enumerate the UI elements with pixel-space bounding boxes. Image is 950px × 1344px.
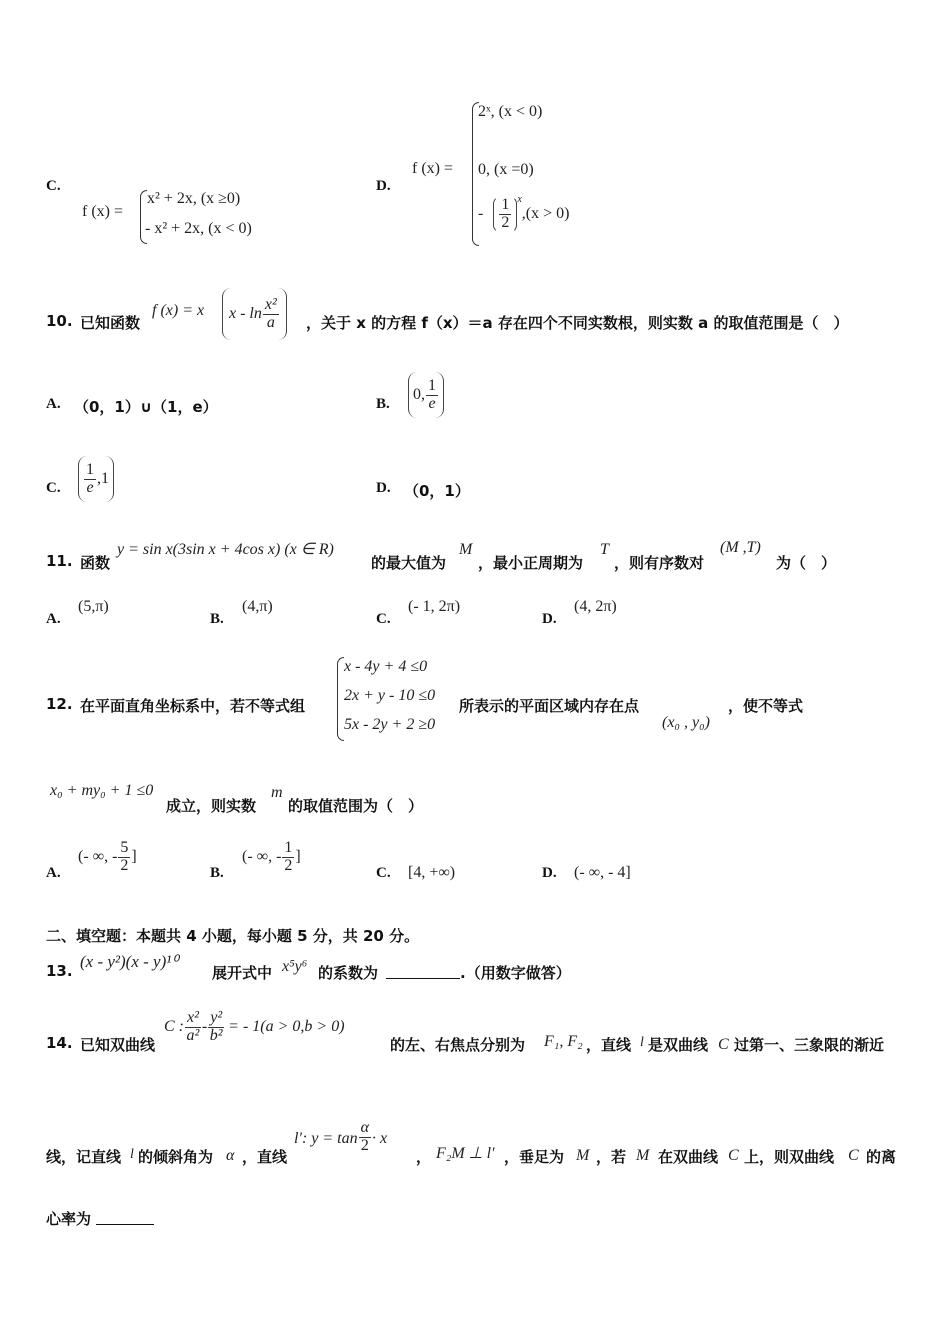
q13-text-b: 的系数为 bbox=[318, 964, 379, 982]
q12-option-a-label: A. bbox=[46, 865, 61, 881]
q10-option-d: （0，1） bbox=[404, 482, 470, 500]
q14-M2: M bbox=[636, 1147, 650, 1164]
q13-text-c: .（用数字做答） bbox=[460, 964, 571, 982]
q14-line2-g: 上，则双曲线 bbox=[744, 1148, 835, 1166]
q11-option-b: (4,π) bbox=[242, 598, 273, 615]
q9-c-case1: x² + 2x, (x ≥0) bbox=[147, 190, 241, 207]
q12-option-a: (- ∞, - $\frac{5}{2}$ ] bbox=[78, 839, 137, 874]
q11-T: T bbox=[600, 541, 609, 558]
q11-number: 11. bbox=[46, 552, 73, 570]
q9-c-case2: - x² + 2x, (x < 0) bbox=[145, 220, 252, 237]
q14-line2-f: 在双曲线 bbox=[658, 1148, 719, 1166]
q10-text-a: 已知函数 bbox=[80, 314, 141, 332]
q12-number: 12. bbox=[46, 695, 73, 713]
q9-d-case1: 2ˣ, (x < 0) bbox=[478, 103, 543, 120]
q14-foci: F₁, F₂ bbox=[544, 1033, 583, 1050]
q10-option-c: $\frac{1}{e}$ ,1 bbox=[78, 456, 114, 502]
q14-line2-d: ，垂足为 bbox=[504, 1148, 565, 1166]
q12-ineq-3: 5x - 2y + 2 ≥0 bbox=[344, 716, 436, 733]
q14-line2-l: l bbox=[130, 1147, 134, 1162]
q12-text-a: 在平面直角坐标系中，若不等式组 bbox=[80, 697, 306, 715]
q14-line2-e: ，若 bbox=[596, 1148, 627, 1166]
q13-expression: (x - y²)(x - y)¹⁰ bbox=[80, 952, 179, 971]
q12-point: (x₀ , y₀) bbox=[662, 714, 710, 731]
q9-d-case3: - $\frac{1}{2}$ $^x$,(x > 0) bbox=[478, 193, 570, 231]
q12-ineq-1: x - 4y + 4 ≤0 bbox=[344, 658, 428, 675]
q11-formula: y = sin x(3sin x + 4cos x) (x ∈ R) bbox=[117, 541, 334, 558]
q12-option-c: [4, +∞) bbox=[408, 864, 456, 881]
q11-pair: (M ,T) bbox=[720, 539, 761, 556]
q12-text-b: 所表示的平面区域内存在点 bbox=[459, 697, 640, 715]
q10-option-c-label: C. bbox=[46, 480, 61, 496]
q14-text-c: ，直线 bbox=[586, 1036, 632, 1054]
q11-option-a-label: A. bbox=[46, 611, 61, 627]
q11-text-a: 函数 bbox=[80, 554, 111, 572]
q14-l: l bbox=[640, 1035, 644, 1050]
q13-number: 13. bbox=[46, 962, 73, 980]
q9-option-d-label: D. bbox=[376, 178, 391, 194]
q11-text-e: 为（ ） bbox=[776, 554, 837, 572]
q9-d-case2: 0, (x =0) bbox=[478, 161, 534, 178]
q11-option-d: (4, 2π) bbox=[574, 598, 617, 615]
q11-option-d-label: D. bbox=[542, 611, 557, 627]
q14-C: C bbox=[718, 1036, 729, 1053]
q12-system-brace bbox=[337, 657, 344, 741]
q12-option-b: (- ∞, - $\frac{1}{2}$ ] bbox=[242, 839, 301, 874]
q11-text-c: ，最小正周期为 bbox=[478, 554, 584, 572]
q12-option-c-label: C. bbox=[376, 865, 391, 881]
q10-option-a: （0，1）∪（1，e） bbox=[74, 398, 218, 416]
q12-option-d-label: D. bbox=[542, 865, 557, 881]
q9-option-c-label: C. bbox=[46, 178, 61, 194]
q14-text-d: 是双曲线 bbox=[648, 1036, 709, 1054]
q14-line2-a: 线，记直线 bbox=[46, 1148, 122, 1166]
q12-text-c: ，使不等式 bbox=[728, 697, 804, 715]
q10-number: 10. bbox=[46, 312, 73, 330]
q9-d-lhs: f (x) = bbox=[412, 160, 454, 177]
q11-text-b: 的最大值为 bbox=[371, 554, 447, 572]
q14-C3: C bbox=[848, 1147, 859, 1164]
q14-text-a: 已知双曲线 bbox=[80, 1036, 156, 1054]
q14-text-e: 过第一、三象限的渐近 bbox=[734, 1036, 885, 1054]
q9-c-lhs: f (x) = bbox=[82, 203, 124, 220]
q14-comma: ， bbox=[416, 1148, 432, 1166]
q12-text-d: 成立，则实数 bbox=[166, 797, 257, 815]
q10-func-paren: x - ln $\frac{\text{x²}}{a}$ bbox=[222, 288, 287, 340]
q12-option-b-label: B. bbox=[210, 865, 224, 881]
q11-text-d: ，则有序数对 bbox=[614, 554, 705, 572]
q13-text-a: 展开式中 bbox=[212, 964, 273, 982]
q14-answer-blank[interactable] bbox=[96, 1208, 154, 1225]
q14-line2-h: 的离 bbox=[866, 1148, 897, 1166]
q14-perp: F₂M ⊥ l′ bbox=[436, 1145, 495, 1162]
q11-option-c-label: C. bbox=[376, 611, 391, 627]
q10-option-d-label: D. bbox=[376, 480, 391, 496]
q14-line2-b: 的倾斜角为 bbox=[138, 1148, 214, 1166]
q12-ineq-2: 2x + y - 10 ≤0 bbox=[344, 687, 436, 704]
q12-option-d: (- ∞, - 4] bbox=[574, 864, 631, 881]
q12-text-e: 的取值范围为（ ） bbox=[288, 797, 424, 815]
q14-line2-c: ，直线 bbox=[242, 1148, 288, 1166]
q14-M1: M bbox=[576, 1147, 590, 1164]
q10-func-lhs: f (x) = x bbox=[152, 302, 205, 319]
q12-main-ineq: x₀ + my₀ + 1 ≤0 bbox=[50, 782, 154, 799]
q11-M: M bbox=[459, 541, 473, 558]
q11-option-b-label: B. bbox=[210, 611, 224, 627]
q12-m: m bbox=[271, 784, 283, 801]
q13-answer-blank[interactable] bbox=[386, 962, 460, 979]
q14-line3-a: 心率为 bbox=[46, 1210, 92, 1228]
q14-line-l-prime: l′: y = tan $\frac{\alpha}{2}$ · x bbox=[294, 1119, 388, 1154]
q14-number: 14. bbox=[46, 1034, 73, 1052]
q11-option-a: (5,π) bbox=[78, 598, 109, 615]
q14-hyperbola-equation: C : $\frac{\text{x²}}{\text{a²}}$ - $\frac{\text{y²}}{\text{b²}}$ = - 1(a > 0,b > 0) bbox=[164, 1009, 345, 1044]
q11-option-c: (- 1, 2π) bbox=[408, 598, 461, 615]
q14-C2: C bbox=[728, 1147, 739, 1164]
q13-term: x⁵y⁶ bbox=[282, 958, 308, 975]
q10-option-b: 0, $\frac{1}{e}$ bbox=[408, 372, 444, 418]
q10-text-b: ，关于 x 的方程 f（x）＝a 存在四个不同实数根，则实数 a 的取值范围是（ ） bbox=[306, 314, 849, 332]
q14-alpha: α bbox=[226, 1147, 235, 1164]
q10-option-a-label: A. bbox=[46, 396, 61, 412]
q14-text-b: 的左、右焦点分别为 bbox=[390, 1036, 526, 1054]
q10-option-b-label: B. bbox=[376, 396, 390, 412]
section-2-heading: 二、填空题：本题共 4 小题，每小题 5 分，共 20 分。 bbox=[46, 927, 420, 945]
